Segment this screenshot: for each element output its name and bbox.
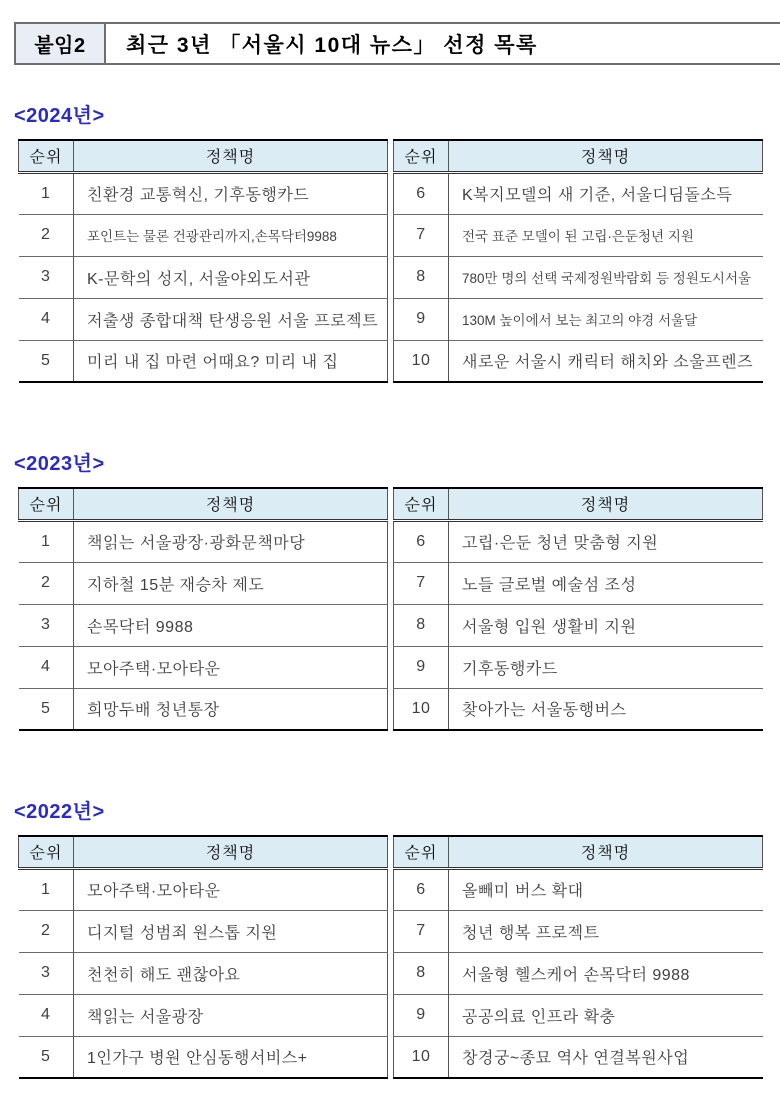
table-header-row	[394, 836, 763, 868]
ranked-tables	[18, 139, 763, 383]
table-row	[19, 340, 388, 382]
attachment-tag: 붙임2	[16, 24, 106, 63]
table-row	[394, 256, 763, 298]
table-row	[394, 868, 763, 910]
table-header-row	[394, 488, 763, 520]
policy-cell: 780만 명의 선택 국제정원박람회 등 정원도시서울	[449, 256, 763, 298]
table-body	[394, 172, 763, 382]
column-header-policy: 정책명	[74, 836, 388, 868]
policy-cell: 미리 내 집 마련 어때요? 미리 내 집	[74, 340, 388, 382]
column-header-rank: 순위	[19, 140, 74, 172]
attachment-header	[14, 22, 780, 65]
rank-cell: 6	[394, 172, 449, 214]
table-row	[394, 340, 763, 382]
news-table-right	[393, 487, 763, 731]
policy-cell: 천천히 해도 괜찮아요	[74, 952, 388, 994]
policy-cell: 포인트는 물론 건광관리까지,손목닥터9988	[74, 214, 388, 256]
policy-cell: 모아주택·모아타운	[74, 646, 388, 688]
rank-cell: 2	[19, 910, 74, 952]
table-row	[19, 952, 388, 994]
table-row	[19, 298, 388, 340]
rank-cell: 3	[19, 256, 74, 298]
rank-cell: 3	[19, 952, 74, 994]
table-row	[394, 646, 763, 688]
table-row	[394, 994, 763, 1036]
rank-cell: 4	[19, 298, 74, 340]
rank-cell: 3	[19, 604, 74, 646]
year-section	[14, 447, 763, 731]
year-heading: <2022년>	[14, 801, 105, 823]
table-row	[394, 562, 763, 604]
rank-cell: 4	[19, 646, 74, 688]
policy-cell: 올빼미 버스 확대	[462, 883, 584, 900]
ranked-tables	[18, 487, 763, 731]
year-heading: <2024년>	[14, 105, 105, 127]
rank-cell: 8	[394, 952, 449, 994]
policy-cell: 찾아가는 서울동행버스	[449, 688, 763, 730]
table-header-row	[394, 140, 763, 172]
policy-cell: 창경궁~종묘 역사 연결복원사업	[449, 1036, 763, 1078]
policy-cell: 디지털 성범죄 원스톱 지원	[74, 910, 388, 952]
column-header-policy: 정책명	[449, 140, 763, 172]
table-row	[394, 520, 763, 562]
column-header-policy: 정책명	[74, 488, 388, 520]
rank-cell: 7	[394, 910, 449, 952]
page-title: 최근 3년 「서울시 10대 뉴스」 선정 목록	[126, 33, 538, 57]
table-body	[19, 868, 388, 1078]
table-row	[19, 646, 388, 688]
rank-cell: 5	[19, 688, 74, 730]
rank-cell: 7	[394, 562, 449, 604]
rank-cell: 2	[19, 562, 74, 604]
table-row	[19, 868, 388, 910]
policy-cell: 책읽는 서울광장	[74, 994, 388, 1036]
table-row	[19, 604, 388, 646]
table-header-row	[19, 836, 388, 868]
rank-cell: 9	[394, 298, 449, 340]
rank-cell: 10	[394, 340, 449, 382]
policy-cell: 1인가구 병원 안심동행서비스+	[74, 1036, 388, 1078]
policy-cell: 전국 표준 모델이 된 고립·은둔청년 지원	[449, 214, 763, 256]
table-body	[394, 520, 763, 730]
policy-cell: 친환경 교통혁신, 기후동행카드	[87, 187, 310, 204]
policy-cell: 저출생 종합대책 탄생응원 서울 프로젝트	[74, 298, 388, 340]
table-row	[394, 298, 763, 340]
rank-cell: 8	[394, 604, 449, 646]
table-header-row	[19, 488, 388, 520]
news-table-left	[18, 139, 388, 383]
policy-cell: K-문학의 성지, 서울야외도서관	[74, 256, 388, 298]
policy-cell: 모아주택·모아타운	[87, 883, 221, 900]
policy-cell: 청년 행복 프로젝트	[449, 910, 763, 952]
news-table-left	[18, 835, 388, 1079]
policy-cell: 서울형 입원 생활비 지원	[449, 604, 763, 646]
policy-cell: 새로운 서울시 캐릭터 해치와 소울프렌즈	[449, 340, 763, 382]
table-row	[19, 910, 388, 952]
policy-cell: 손목닥터 9988	[74, 604, 388, 646]
table-row	[19, 520, 388, 562]
policy-cell: 고립·은둔 청년 맞춤형 지원	[462, 535, 659, 552]
policy-cell: 공공의료 인프라 확충	[449, 994, 763, 1036]
news-table-left	[18, 487, 388, 731]
table-row	[19, 214, 388, 256]
rank-cell: 6	[394, 868, 449, 910]
ranked-tables	[18, 835, 763, 1079]
table-body	[394, 868, 763, 1078]
column-header-policy: 정책명	[74, 140, 388, 172]
year-heading: <2023년>	[14, 453, 105, 475]
year-section	[14, 99, 763, 383]
rank-cell: 1	[19, 520, 74, 562]
news-table-right	[393, 835, 763, 1079]
rank-cell: 1	[19, 868, 74, 910]
column-header-rank: 순위	[394, 488, 449, 520]
column-header-rank: 순위	[394, 836, 449, 868]
rank-cell: 6	[394, 520, 449, 562]
policy-cell: 130M 높이에서 보는 최고의 야경 서울달	[449, 298, 763, 340]
news-table-right	[393, 139, 763, 383]
document-page	[0, 22, 780, 1079]
rank-cell: 10	[394, 688, 449, 730]
rank-cell: 1	[19, 172, 74, 214]
rank-cell: 4	[19, 994, 74, 1036]
rank-cell: 5	[19, 340, 74, 382]
policy-cell: 노들 글로벌 예술섬 조성	[449, 562, 763, 604]
year-section	[14, 795, 763, 1079]
rank-cell: 5	[19, 1036, 74, 1078]
column-header-rank: 순위	[19, 836, 74, 868]
rank-cell: 7	[394, 214, 449, 256]
table-row	[394, 688, 763, 730]
rank-cell: 9	[394, 646, 449, 688]
policy-cell: 지하철 15분 재승차 제도	[74, 562, 388, 604]
table-row	[19, 256, 388, 298]
rank-cell: 2	[19, 214, 74, 256]
sections-container	[0, 99, 780, 1079]
rank-cell: 9	[394, 994, 449, 1036]
table-row	[394, 910, 763, 952]
column-header-rank: 순위	[394, 140, 449, 172]
column-header-policy: 정책명	[449, 488, 763, 520]
column-header-policy: 정책명	[449, 836, 763, 868]
table-row	[394, 214, 763, 256]
table-row	[394, 952, 763, 994]
table-header-row	[19, 140, 388, 172]
rank-cell: 10	[394, 1036, 449, 1078]
policy-cell: 희망두배 청년통장	[74, 688, 388, 730]
policy-cell: 책읽는 서울광장·광화문책마당	[87, 535, 306, 552]
table-row	[19, 1036, 388, 1078]
table-row	[19, 562, 388, 604]
table-row	[394, 1036, 763, 1078]
policy-cell: 서울형 헬스케어 손목닥터 9988	[449, 952, 763, 994]
table-row	[19, 994, 388, 1036]
table-row	[19, 688, 388, 730]
table-row	[394, 172, 763, 214]
table-body	[19, 520, 388, 730]
table-body	[19, 172, 388, 382]
policy-cell: 기후동행카드	[449, 646, 763, 688]
table-row	[19, 172, 388, 214]
table-row	[394, 604, 763, 646]
rank-cell: 8	[394, 256, 449, 298]
column-header-rank: 순위	[19, 488, 74, 520]
policy-cell: K복지모델의 새 기준, 서울디딤돌소득	[462, 187, 733, 204]
